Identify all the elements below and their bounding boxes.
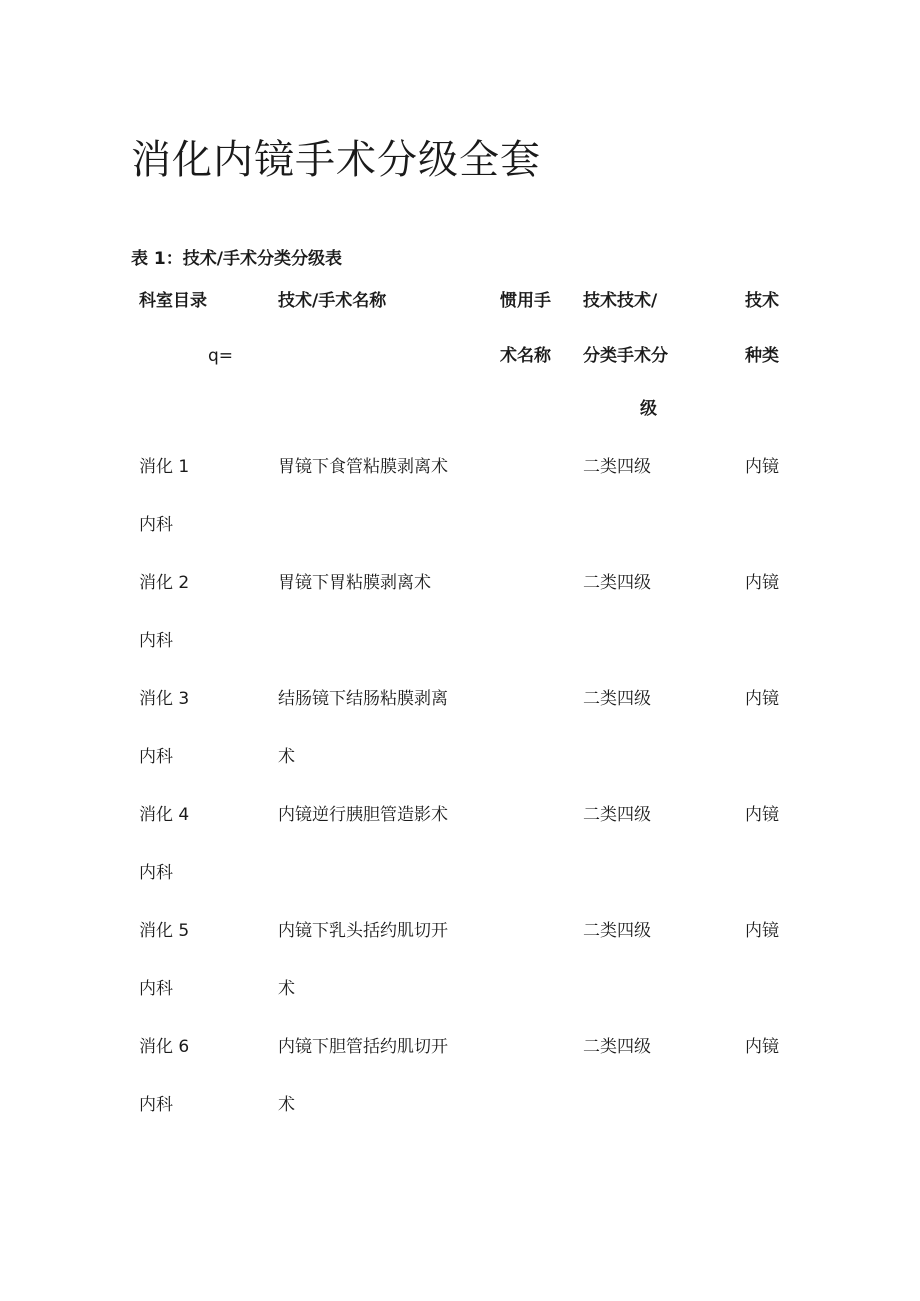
row-procedure-name-cont: 术 — [278, 747, 295, 767]
row-procedure-name-cont: 术 — [278, 1095, 295, 1115]
row-dept-line2: 内科 — [139, 631, 173, 651]
row-procedure-name-cont: 术 — [278, 979, 295, 999]
header-grade-line1: 技术技术/ — [583, 291, 658, 311]
header-name: 技术/手术名称 — [278, 291, 387, 311]
row-kind: 内镜 — [745, 457, 779, 477]
header-grade-line2: 分类手术分 — [583, 346, 668, 366]
document-title: 消化内镜手术分级全套 — [131, 137, 541, 183]
header-dept: 科室目录 — [139, 291, 207, 311]
row-dept-line1: 消化 5 — [139, 921, 190, 941]
row-dept-line2: 内科 — [139, 515, 173, 535]
row-kind: 内镜 — [745, 689, 779, 709]
row-kind: 内镜 — [745, 1037, 779, 1057]
header-kind-line2: 种类 — [745, 346, 779, 366]
row-procedure-name: 内镜下胆管括约肌切开 — [278, 1037, 448, 1057]
row-procedure-name: 内镜下乳头括约肌切开 — [278, 921, 448, 941]
header-dept-sub: q= — [208, 346, 234, 366]
table-caption: 表 1：技术/手术分类分级表 — [131, 249, 342, 269]
row-dept-line1: 消化 4 — [139, 805, 190, 825]
row-dept-line1: 消化 2 — [139, 573, 190, 593]
row-grade: 二类四级 — [583, 1037, 651, 1057]
header-grade-line3: 级 — [640, 399, 657, 419]
row-procedure-name: 内镜逆行胰胆管造影术 — [278, 805, 448, 825]
row-dept-line2: 内科 — [139, 747, 173, 767]
row-grade: 二类四级 — [583, 457, 651, 477]
row-dept-line1: 消化 3 — [139, 689, 190, 709]
row-grade: 二类四级 — [583, 573, 651, 593]
row-dept-line1: 消化 1 — [139, 457, 190, 477]
header-kind-line1: 技术 — [745, 291, 779, 311]
row-dept-line2: 内科 — [139, 863, 173, 883]
row-procedure-name: 胃镜下胃粘膜剥离术 — [278, 573, 431, 593]
row-dept-line2: 内科 — [139, 1095, 173, 1115]
row-grade: 二类四级 — [583, 805, 651, 825]
row-dept-line2: 内科 — [139, 979, 173, 999]
row-dept-line1: 消化 6 — [139, 1037, 190, 1057]
row-grade: 二类四级 — [583, 921, 651, 941]
row-kind: 内镜 — [745, 921, 779, 941]
header-common-name-line2: 术名称 — [500, 346, 551, 366]
row-kind: 内镜 — [745, 805, 779, 825]
row-kind: 内镜 — [745, 573, 779, 593]
row-procedure-name: 结肠镜下结肠粘膜剥离 — [278, 689, 448, 709]
header-common-name-line1: 惯用手 — [500, 291, 551, 311]
row-procedure-name: 胃镜下食管粘膜剥离术 — [278, 457, 448, 477]
row-grade: 二类四级 — [583, 689, 651, 709]
